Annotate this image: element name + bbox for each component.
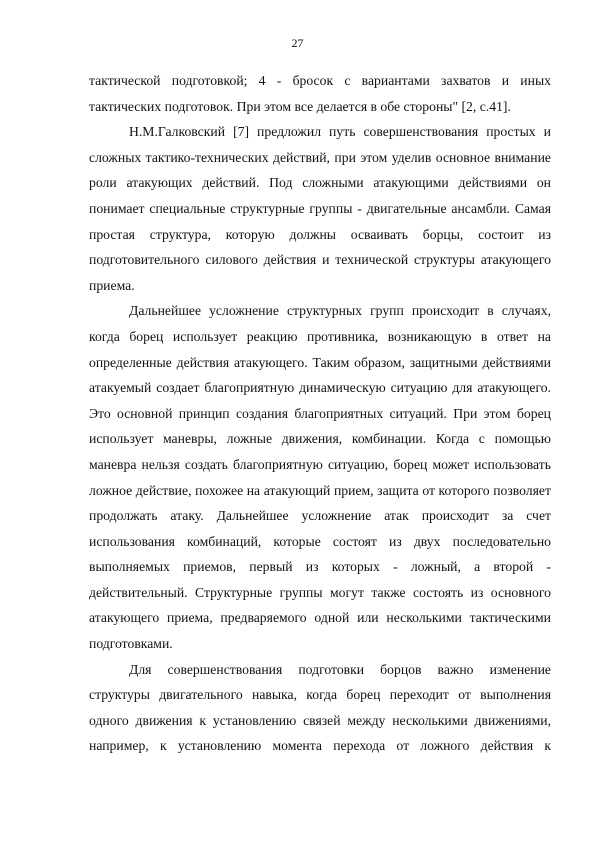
body-text bbox=[89, 68, 551, 759]
page-number: 27 bbox=[291, 36, 304, 50]
paragraph-galkovsky: Н.М.Галковский [7] предложил путь совершенствования простых и сложных тактико-технических действий, при этом уделив основное внимание роли атакующих действий. Под сложными атакующими действиями он понимает специальные структурные группы - двигательные ансамбли. Самая простая структура, которую должны осваивать борцы, состоит из подготовительного силового действия и технической структуры атакующего приема. bbox=[89, 124, 551, 293]
paragraph-structural-groups: Дальнейшее усложнение структурных групп происходит в случаях, когда борец использует реакцию противника, возникающую в ответ на определенные действия атакующего. Таким образом, защитными действиями атакуемый создает благоприятную динамическую ситуацию для атакующего. Это основной принцип создания благоприятных ситуаций. При этом борец использует маневры, ложные движения, комбинации. Когда с помощью маневра нельзя создать благоприятную ситуацию, борец может использовать ложное действие, похожее на атакующий прием, защита от которого позволяет продолжать атаку. Дальнейшее усложнение атак происходит за счет использования комбинаций, которые состоят из двух последовательно выполняемых приемов, первый из которых - ложный, а второй - действительный. Структурные группы могут также состоять из основного атакующего приема, предваряемого одной или несколькими тактическими подготовками. bbox=[89, 303, 551, 652]
paragraph-continuation: тактической подготовкой; 4 - бросок с вариантами захватов и иных тактических подготовок. При этом все делается в обе стороны" [2, с.41]. bbox=[89, 73, 551, 114]
paragraph-motor-skill: Для совершенствования подготовки борцов важно изменение структуры двигательного навыка, когда борец переходит от выполнения одного движения к установлению связей между несколькими движениями, например, к установлению момента перехода от ложного действия к bbox=[89, 661, 551, 754]
